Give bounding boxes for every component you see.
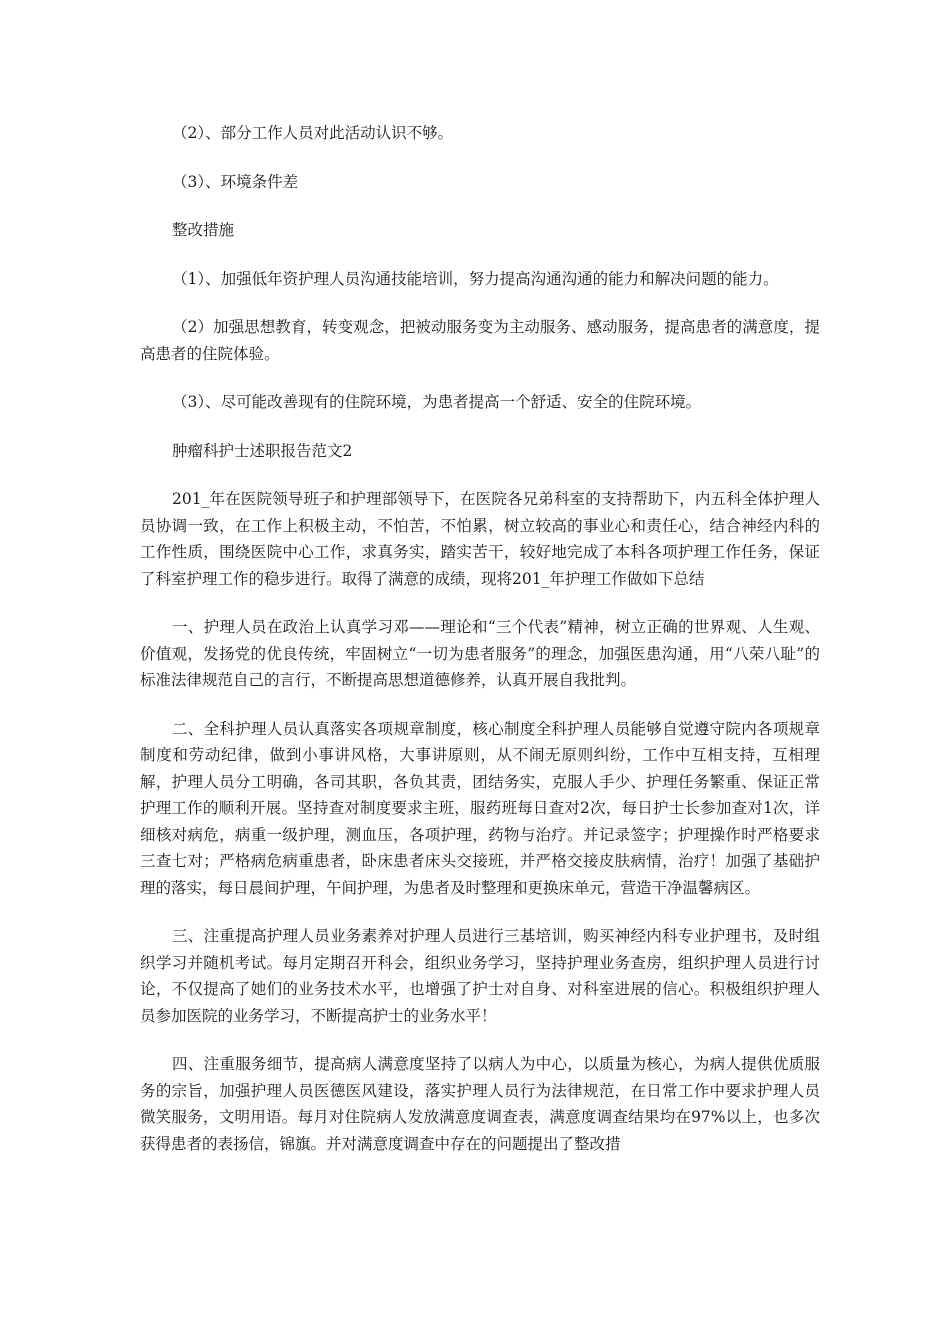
section-heading-rectification: 整改措施 [172,221,235,239]
paragraph-problem-2: （2）、部分工作人员对此活动认识不够。 [172,124,454,142]
paragraph-point-2: 二、全科护理人员认真落实各项规章制度，核心制度全科护理人员能够自觉遵守院内各项规章制度和劳动纪律，做到小事讲风格，大事讲原则，从不闹无原则纠纷，工作中互相支持，互相理解，护理人员分工明确，各司其职，各负其责，团结务实，克服人手少、护理任务繁重、保证正常护理工作的顺利开展。坚持查对制度要求主班，服药班每日查对2次，每日护士长参加查对1次，详细核对病危，病重一级护理，测血压，各项护理，药物与治疗。并记录签字；护理操作时严格要求三查七对；严格病危病重患者，卧床患者床头交接班，并严格交接皮肤病情，治疗！加强了基础护理的落实，每日晨间护理，午间护理，为患者及时整理和更换床单元，营造干净温馨病区。 [140,719,820,897]
paragraph-measure-1: （1）、加强低年资护理人员沟通技能培训，努力提高沟通沟通的能力和解决问题的能力。 [172,269,779,288]
document-body [140,120,820,1179]
section-heading-report-2: 肿瘤科护士述职报告范文2 [172,441,353,460]
paragraph-point-1: 一、护理人员在政治上认真学习邓——理论和“三个代表”精神，树立正确的世界观、人生观、价值观，发扬党的优良传统，牢固树立“一切为患者服务”的理念，加强医患沟通，用“八荣八耻”的标准法律规范自己的言行，不断提高思想道德修养，认真开展自我批判。 [140,618,820,689]
paragraph-intro: 201_年在医院领导班子和护理部领导下，在医院各兄弟科室的支持帮助下，内五科全体护理人员协调一致，在工作上积极主动，不怕苦，不怕累，树立较高的事业心和责任心，结合神经内科的工作性质，围绕医院中心工作，求真务实，踏实苦干，较好地完成了本科各项护理工作任务，保证了科室护理工作的稳步进行。取得了满意的成绩，现将201_年护理工作做如下总结 [140,490,820,588]
paragraph-measure-3: （3）、尽可能改善现有的住院环境，为患者提高一个舒适、安全的住院环境。 [172,393,702,411]
paragraph-problem-3: （3）、环境条件差 [172,172,299,191]
paragraph-point-3: 三、注重提高护理人员业务素养对护理人员进行三基培训，购买神经内科专业护理书，及时组织学习并随机考试。每月定期召开科会，组织业务学习，坚持护理业务查房，组织护理人员进行讨论，不仅提高了她们的业务技术水平，也增强了护士对自身、对科室进展的信心。积极组织护理人员参加医院的业务学习，不断提高护士的业务水平！ [140,927,820,1025]
paragraph-measure-2: （2）加强思想教育，转变观念，把被动服务变为主动服务、感动服务，提高患者的满意度，提高患者的住院体验。 [140,318,820,363]
paragraph-point-4: 四、注重服务细节，提高病人满意度坚持了以病人为中心，以质量为核心，为病人提供优质服务的宗旨，加强护理人员医德医风建设，落实护理人员行为法律规范，在日常工作中要求护理人员微笑服务，文明用语。每月对住院病人发放满意度调查表，满意度调查结果均在97%以上，也多次获得患者的表扬信，锦旗。并对满意度调查中存在的问题提出了整改措 [140,1055,820,1153]
